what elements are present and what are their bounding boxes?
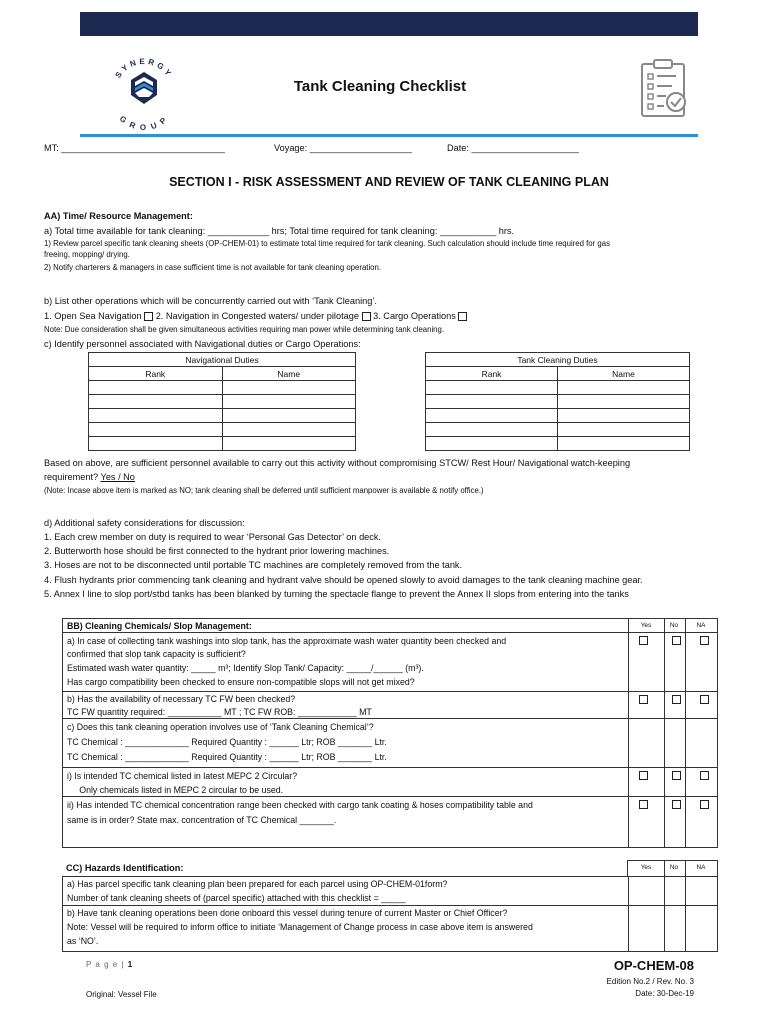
nav-cell[interactable] (222, 437, 356, 451)
aa-c-line: c) Identify personnel associated with Navigational duties or Cargo Operations: (44, 339, 361, 349)
tc-cell[interactable] (558, 437, 690, 451)
page-title: Tank Cleaning Checklist (293, 78, 467, 95)
aa-note2: 2) Notify charterers & managers in case sufficient time is not available for tank cleaning operation. (44, 263, 382, 272)
no-checkbox[interactable] (672, 771, 681, 780)
page-number: 1 (127, 960, 134, 969)
bb-row-c-ii: ii) Has intended TC chemical concentration range been checked with cargo tank coating & hoses compatibility table and same is in order? State max. concentration of TC Chemical _______. (62, 796, 718, 848)
nav-cell[interactable] (222, 423, 356, 437)
nav-cell[interactable] (222, 395, 356, 409)
nav-table-title: Navigational Duties (89, 353, 356, 367)
cc-row-b: b) Have tank cleaning operations been done onboard this vessel during tenure of current Master or Chief Officer? Note: Vessel will be required to inform office to initiate ‘Management of Change process in case above item is answered as ‘NO’. (62, 905, 718, 952)
nav-cell[interactable] (89, 409, 223, 423)
aa-b-line: b) List other operations which will be concurrently carried out with ‘Tank Cleaning’. (44, 296, 377, 306)
tc-cell[interactable] (426, 395, 558, 409)
cc-col-no: No (669, 864, 679, 871)
bb-col-no: No (669, 622, 679, 629)
na-checkbox[interactable] (700, 800, 709, 809)
nav-col-rank: Rank (89, 367, 223, 381)
checklist-icon (636, 58, 692, 120)
yes-checkbox[interactable] (639, 695, 648, 704)
no-checkbox[interactable] (672, 636, 681, 645)
bb-col-na: NA (696, 622, 706, 629)
bb-row-c-i: i) Is intended TC chemical listed in latest MEPC 2 Circular? Only chemicals listed in MEPC 2 circular to be used. (62, 767, 718, 797)
nav-cell[interactable] (89, 395, 223, 409)
edition-number: Edition No.2 / Rev. No. 3 (606, 977, 694, 986)
cc-col-yes: Yes (640, 864, 652, 871)
operations-options (44, 310, 467, 322)
date-field[interactable]: Date: _____________________ (447, 143, 579, 153)
tc-cell[interactable] (558, 381, 690, 395)
nav-col-name: Name (222, 367, 356, 381)
bb-table (62, 618, 718, 848)
aa-a-line: a) Total time available for tank cleaning: ____________ hrs; Total time required for tank cleaning: ___________ hrs. (44, 226, 515, 236)
tc-cell[interactable] (426, 437, 558, 451)
cc-row-a: a) Has parcel specific tank cleaning plan been prepared for each parcel using OP-CHEM-01form? Number of tank cleaning sheets of (parcel specific) attached with this checklist = _____ (62, 876, 718, 906)
cc-col-na: NA (696, 864, 706, 871)
safety-item: 2. Butterworth hose should be first connected to the hydrant prior lowering machines. (44, 546, 390, 556)
safety-item: 1. Each crew member on duty is required to wear ‘Personal Gas Detector’ on deck. (44, 532, 382, 542)
navigational-duties-table (88, 352, 356, 451)
yes-checkbox[interactable] (639, 636, 648, 645)
mt-field[interactable]: MT: ________________________________ (44, 143, 225, 153)
tc-cell[interactable] (558, 409, 690, 423)
op-open-sea-checkbox[interactable] (144, 312, 153, 321)
svg-text:SYNERGY: SYNERGY (113, 56, 175, 80)
safety-item: 3. Hoses are not to be disconnected until portable TC machines are completely removed from the tank. (44, 560, 463, 570)
bb-row-a: a) In case of collecting tank washings into slop tank, has the approximate wash water quantity been checked and confirmed that slop tank capacity is sufficient? Estimated wash water quantity: _____ m³; Identify Slop Tank/ Capacity: _____/______ (m³). Has cargo compatibility been checked to ensure non-compatible slops will not get mixed? (62, 632, 718, 692)
yes-checkbox[interactable] (639, 800, 648, 809)
header-divider (80, 134, 698, 137)
tc-col-name: Name (558, 367, 690, 381)
bb-row-b: b) Has the availability of necessary TC FW been checked? TC FW quantity required: ___________ MT ; TC FW ROB: ____________ MT (62, 691, 718, 719)
nav-cell[interactable] (89, 437, 223, 451)
personnel-question-1: Based on above, are sufficient personnel available to carry out this activity without compromising STCW/ Rest Hour/ Navigational watch-keeping (44, 458, 631, 468)
tc-cell[interactable] (558, 395, 690, 409)
op-congested-checkbox[interactable] (362, 312, 371, 321)
tank-cleaning-duties-table (425, 352, 690, 451)
op-congested-label: 2. Navigation in Congested waters/ under pilotage (155, 311, 359, 321)
cc-table (62, 860, 718, 952)
op-cargo-checkbox[interactable] (458, 312, 467, 321)
bb-col-yes: Yes (640, 622, 652, 629)
document-code: OP-CHEM-08 (613, 958, 694, 973)
yes-checkbox[interactable] (639, 771, 648, 780)
header-bar (80, 12, 698, 36)
tc-table-title: Tank Cleaning Duties (426, 353, 690, 367)
nav-cell[interactable] (89, 423, 223, 437)
cc-heading: CC) Hazards Identification: (66, 863, 184, 873)
revision-date: Date: 30-Dec-19 (635, 989, 694, 998)
aa-note1: 1) Review parcel specific tank cleaning sheets (OP-CHEM-01) to estimate total time required for tank cleaning. Such calculation should include time required for gas (44, 239, 610, 248)
safety-item: 4. Flush hydrants prior commencing tank cleaning and hydrant valve should be opened slowly to avoid damages to the tank cleaning machine gear. (44, 575, 643, 585)
bb-heading: BB) Cleaning Chemicals/ Slop Management: (67, 621, 252, 631)
section-title: SECTION I - RISK ASSESSMENT AND REVIEW OF TANK CLEANING PLAN (169, 175, 609, 189)
voyage-field[interactable]: Voyage: ____________________ (274, 143, 412, 153)
personnel-note: (Note: Incase above item is marked as NO; tank cleaning shall be deferred until sufficient manpower is available & notify office.) (44, 486, 484, 495)
personnel-question-2: requirement? Yes / No (44, 472, 135, 482)
bb-row-c: c) Does this tank cleaning operation involves use of ‘Tank Cleaning Chemical’? TC Chemical : _____________ Required Quantity : ______ Ltr; ROB _______ Ltr. TC Chemical : _____________ Required Quantity : ______ Ltr; ROB _______ Ltr. (62, 718, 718, 768)
op-cargo-label: 3. Cargo Operations (373, 311, 456, 321)
no-checkbox[interactable] (672, 695, 681, 704)
svg-text:GROUP: GROUP (117, 114, 171, 130)
nav-cell[interactable] (89, 381, 223, 395)
na-checkbox[interactable] (700, 695, 709, 704)
op-open-sea-label: 1. Open Sea Navigation (44, 311, 142, 321)
tc-cell[interactable] (426, 381, 558, 395)
tc-col-rank: Rank (426, 367, 558, 381)
synergy-logo (104, 50, 184, 130)
page-label: P a g e | 1 (86, 960, 134, 969)
nav-cell[interactable] (222, 409, 356, 423)
tc-cell[interactable] (426, 423, 558, 437)
aa-note1b: freeing, mopping/ drying. (44, 250, 130, 259)
na-checkbox[interactable] (700, 771, 709, 780)
nav-cell[interactable] (222, 381, 356, 395)
na-checkbox[interactable] (700, 636, 709, 645)
safety-item: 5. Annex I line to slop port/stbd tanks has been blanked by turning the spectacle flange to prevent the Annex II slops from entering into the tanks (44, 589, 629, 599)
aa-heading: AA) Time/ Resource Management: (44, 211, 193, 221)
yes-no-answer[interactable]: Yes / No (100, 472, 135, 482)
no-checkbox[interactable] (672, 800, 681, 809)
tc-cell[interactable] (558, 423, 690, 437)
original-vessel-file: Original: Vessel File (86, 990, 157, 999)
tc-cell[interactable] (426, 409, 558, 423)
aa-b-note: Note: Due consideration shall be given simultaneous activities requiring man power while determining tank cleaning. (44, 325, 445, 334)
aa-d-line: d) Additional safety considerations for discussion: (44, 518, 245, 528)
